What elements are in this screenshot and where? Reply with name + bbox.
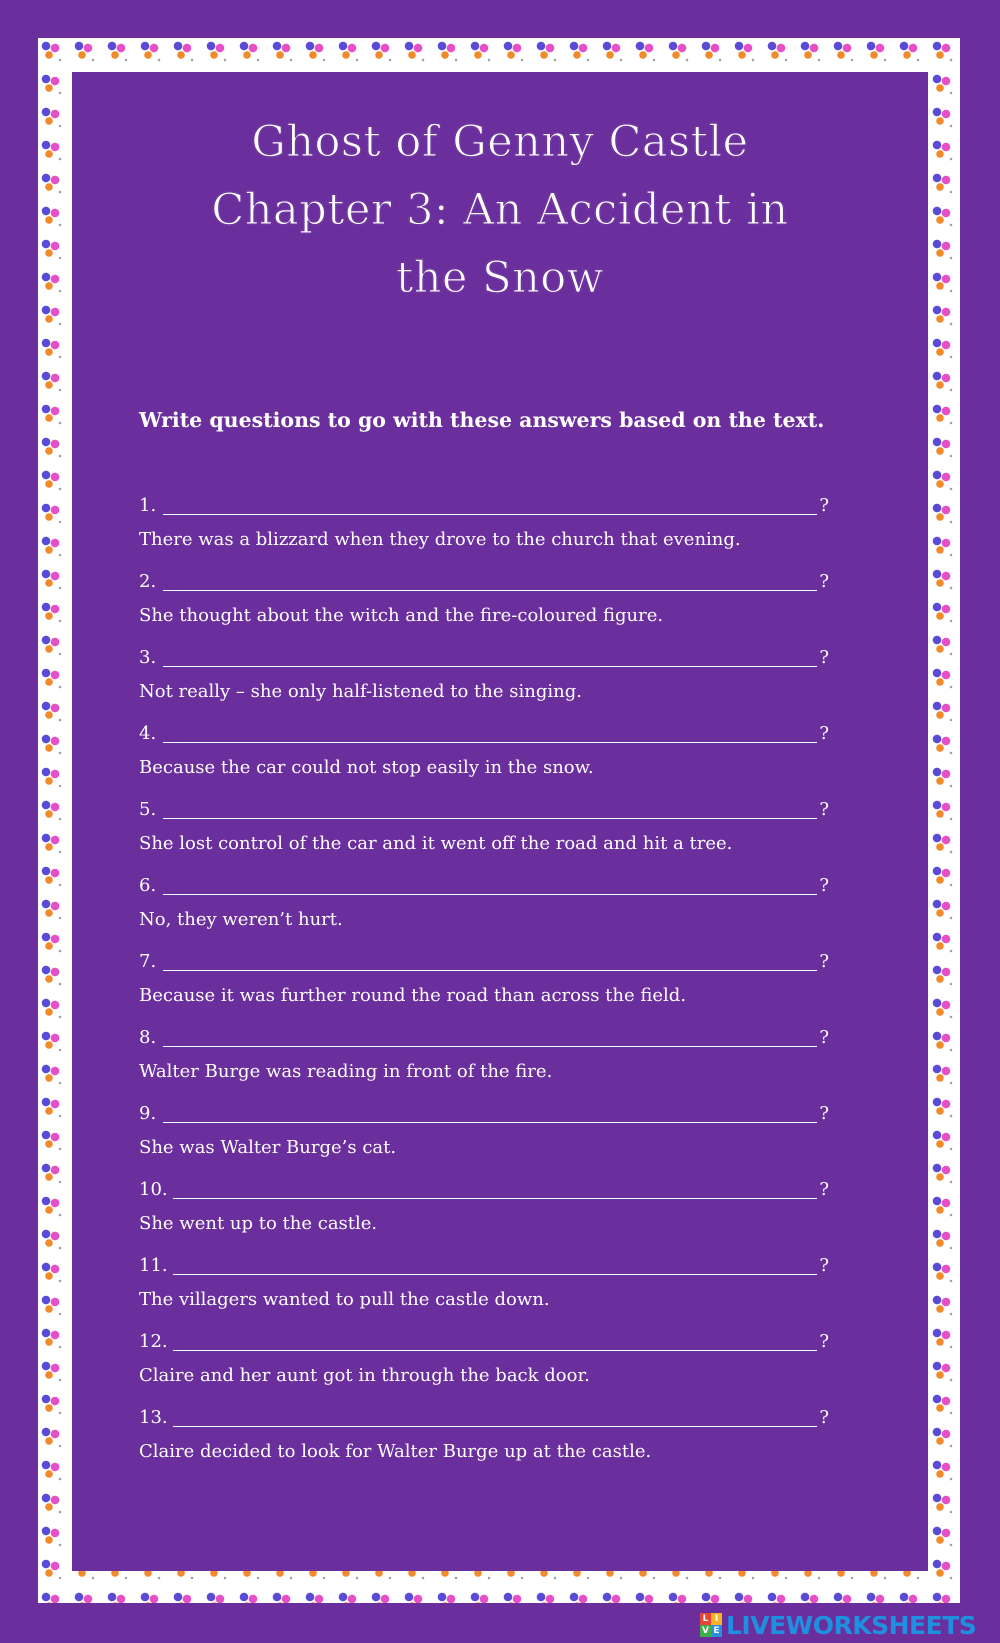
watermark-text: LIVEWORKSHEETS <box>726 1610 977 1640</box>
question-line <box>139 871 829 901</box>
answer-text: The villagers wanted to pull the castle down. <box>139 1289 550 1310</box>
question-mark: ? <box>819 1027 829 1048</box>
answer-text: She was Walter Burge’s cat. <box>139 1137 397 1158</box>
question-item <box>139 567 839 643</box>
answer-text: She thought about the witch and the fire-coloured figure. <box>139 605 664 626</box>
question-answer-blank[interactable] <box>163 742 817 743</box>
question-item <box>139 795 839 871</box>
question-number: 9. <box>139 1103 157 1124</box>
question-answer-blank[interactable] <box>163 1046 817 1047</box>
answer-text: No, they weren’t hurt. <box>139 909 343 930</box>
question-answer-blank[interactable] <box>163 894 817 895</box>
question-number: 2. <box>139 571 157 592</box>
title-line-2: Chapter 3: An Accident in <box>211 185 789 235</box>
question-line <box>139 1327 829 1357</box>
answer-text: Because the car could not stop easily in the snow. <box>139 757 594 778</box>
question-answer-blank[interactable] <box>163 818 817 819</box>
answer-text: She lost control of the car and it went off the road and hit a tree. <box>139 833 733 854</box>
logo-letter: V <box>700 1625 711 1637</box>
question-mark: ? <box>819 723 829 744</box>
question-item <box>139 719 839 795</box>
answer-text: Claire and her aunt got in through the back door. <box>139 1365 590 1386</box>
question-number: 10. <box>139 1179 168 1200</box>
question-answer-blank[interactable] <box>163 970 817 971</box>
question-line <box>139 719 829 749</box>
question-number: 7. <box>139 951 157 972</box>
question-answer-blank[interactable] <box>163 590 817 591</box>
question-answer-list <box>139 491 839 1479</box>
question-item <box>139 871 839 947</box>
question-mark: ? <box>819 1255 829 1276</box>
question-item <box>139 1251 839 1327</box>
worksheet-title <box>140 108 860 312</box>
question-mark: ? <box>819 1407 829 1428</box>
question-mark: ? <box>819 647 829 668</box>
title-line-1: Ghost of Genny Castle <box>251 117 749 167</box>
question-number: 11. <box>139 1255 168 1276</box>
question-item <box>139 1099 839 1175</box>
question-answer-blank[interactable] <box>173 1198 817 1199</box>
question-answer-blank[interactable] <box>163 666 817 667</box>
question-number: 13. <box>139 1407 168 1428</box>
question-line <box>139 567 829 597</box>
question-mark: ? <box>819 571 829 592</box>
logo-letter: E <box>711 1625 722 1637</box>
question-answer-blank[interactable] <box>173 1426 817 1427</box>
question-line <box>139 795 829 825</box>
question-item <box>139 1175 839 1251</box>
question-mark: ? <box>819 951 829 972</box>
question-mark: ? <box>819 799 829 820</box>
question-number: 1. <box>139 495 157 516</box>
question-mark: ? <box>819 1331 829 1352</box>
answer-text: Because it was further round the road than across the field. <box>139 985 687 1006</box>
question-line <box>139 643 829 673</box>
answer-text: There was a blizzard when they drove to the church that evening. <box>139 529 741 550</box>
question-number: 6. <box>139 875 157 896</box>
question-number: 12. <box>139 1331 168 1352</box>
question-mark: ? <box>819 1103 829 1124</box>
question-mark: ? <box>819 495 829 516</box>
question-line <box>139 491 829 521</box>
question-number: 3. <box>139 647 157 668</box>
question-item <box>139 1403 839 1479</box>
answer-text: Walter Burge was reading in front of the fire. <box>139 1061 553 1082</box>
question-line <box>139 1099 829 1129</box>
question-number: 8. <box>139 1027 157 1048</box>
question-line <box>139 1251 829 1281</box>
question-line <box>139 947 829 977</box>
liveworksheets-watermark <box>700 1610 976 1640</box>
question-line <box>139 1403 829 1433</box>
answer-text: Claire decided to look for Walter Burge up at the castle. <box>139 1441 652 1462</box>
question-answer-blank[interactable] <box>163 514 817 515</box>
logo-letter: I <box>711 1613 722 1625</box>
question-item <box>139 643 839 719</box>
question-number: 4. <box>139 723 157 744</box>
question-mark: ? <box>819 875 829 896</box>
question-item <box>139 1327 839 1403</box>
question-answer-blank[interactable] <box>173 1274 817 1275</box>
title-line-3: the Snow <box>396 253 604 303</box>
logo-letter: L <box>700 1613 711 1625</box>
answer-text: Not really – she only half-listened to the singing. <box>139 681 582 702</box>
question-mark: ? <box>819 1179 829 1200</box>
liveworksheets-logo-icon <box>700 1613 722 1637</box>
question-number: 5. <box>139 799 157 820</box>
question-item <box>139 947 839 1023</box>
instructions: Write questions to go with these answers based on the text. <box>139 408 825 432</box>
question-item <box>139 491 839 567</box>
question-line <box>139 1175 829 1205</box>
question-answer-blank[interactable] <box>173 1350 817 1351</box>
answer-text: She went up to the castle. <box>139 1213 378 1234</box>
question-line <box>139 1023 829 1053</box>
question-answer-blank[interactable] <box>163 1122 817 1123</box>
question-item <box>139 1023 839 1099</box>
